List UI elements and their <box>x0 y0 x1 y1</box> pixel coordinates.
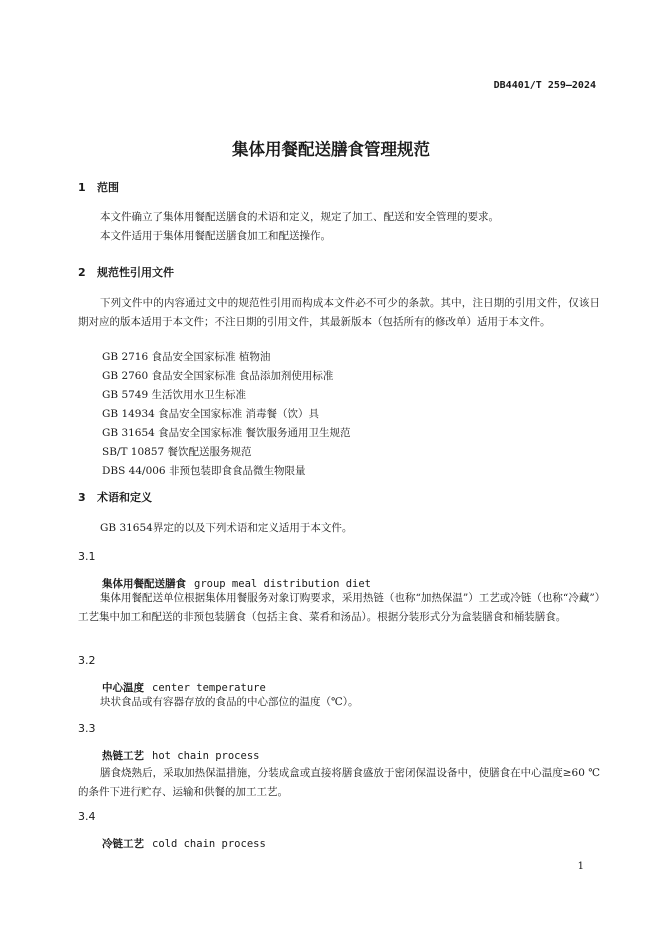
term-definition: 膳食烧熟后，采取加热保温措施，分装成盒或直接将膳食盛放于密闭保温设备中，使膳食在中心温度≥60 ℃的条件下进行贮存、运输和供餐的加工工艺。 <box>78 767 600 798</box>
term-definition: 集体用餐配送单位根据集体用餐服务对象订购要求，采用热链（也称“加热保温”）工艺或冷链（也称“冷藏”）工艺集中加工和配送的非预包装膳食（包括主食、菜肴和汤品）。根据分装形式分为盒装膳食和桶装膳食。 <box>78 592 600 623</box>
reference-item: GB 5749 生活饮用水卫生标准 <box>102 389 247 401</box>
term-number: 3.4 <box>78 810 96 823</box>
section-title: 规范性引用文件 <box>97 266 174 279</box>
term-number: 3.1 <box>78 550 96 563</box>
normative-reference-list <box>102 348 351 481</box>
reference-item: GB 31654 食品安全国家标准 餐饮服务通用卫生规范 <box>102 427 351 439</box>
term-english: cold chain process <box>152 838 266 850</box>
section-1-heading <box>78 179 119 195</box>
section-1-paragraph-1: 本文件确立了集体用餐配送膳食的术语和定义，规定了加工、配送和安全管理的要求。 <box>100 211 499 223</box>
section-number: 2 <box>78 266 86 279</box>
term-number: 3.3 <box>78 722 96 735</box>
page-number: 1 <box>577 861 584 872</box>
term-heading <box>102 748 259 763</box>
term-heading <box>102 836 266 851</box>
term-chinese: 集体用餐配送膳食 <box>102 578 186 590</box>
document-code: DB4401/T 259—2024 <box>493 80 596 91</box>
section-1-paragraph-2: 本文件适用于集体用餐配送膳食加工和配送操作。 <box>100 230 331 242</box>
section-3-heading <box>78 489 152 505</box>
section-title: 术语和定义 <box>97 491 152 504</box>
term-number: 3.2 <box>78 654 96 667</box>
term-chinese: 中心温度 <box>102 682 144 694</box>
term-chinese: 冷链工艺 <box>102 838 144 850</box>
term-definition: 块状食品或有容器存放的食品的中心部位的温度（℃）。 <box>100 696 359 708</box>
section-2-intro: 下列文件中的内容通过文中的规范性引用而构成本文件必不可少的条款。其中，注日期的引用文件，仅该日期对应的版本适用于本文件；不注日期的引用文件，其最新版本（包括所有的修改单）适用于本文件。 <box>78 297 600 328</box>
section-2-heading <box>78 264 174 280</box>
reference-item: SB/T 10857 餐饮配送服务规范 <box>102 446 252 458</box>
section-3-intro: GB 31654界定的以及下列术语和定义适用于本文件。 <box>100 522 353 534</box>
section-number: 1 <box>78 181 86 194</box>
section-title: 范围 <box>97 181 119 194</box>
section-number: 3 <box>78 491 86 504</box>
term-english: center temperature <box>152 682 266 694</box>
term-english: hot chain process <box>152 750 260 762</box>
reference-item: GB 14934 食品安全国家标准 消毒餐（饮）具 <box>102 408 320 420</box>
document-title: 集体用餐配送膳食管理规范 <box>232 140 430 159</box>
reference-item: GB 2760 食品安全国家标准 食品添加剂使用标准 <box>102 370 334 382</box>
term-chinese: 热链工艺 <box>102 750 144 762</box>
term-english: group meal distribution diet <box>194 578 372 590</box>
reference-item: GB 2716 食品安全国家标准 植物油 <box>102 351 271 363</box>
reference-item: DBS 44/006 非预包装即食食品微生物限量 <box>102 465 306 477</box>
